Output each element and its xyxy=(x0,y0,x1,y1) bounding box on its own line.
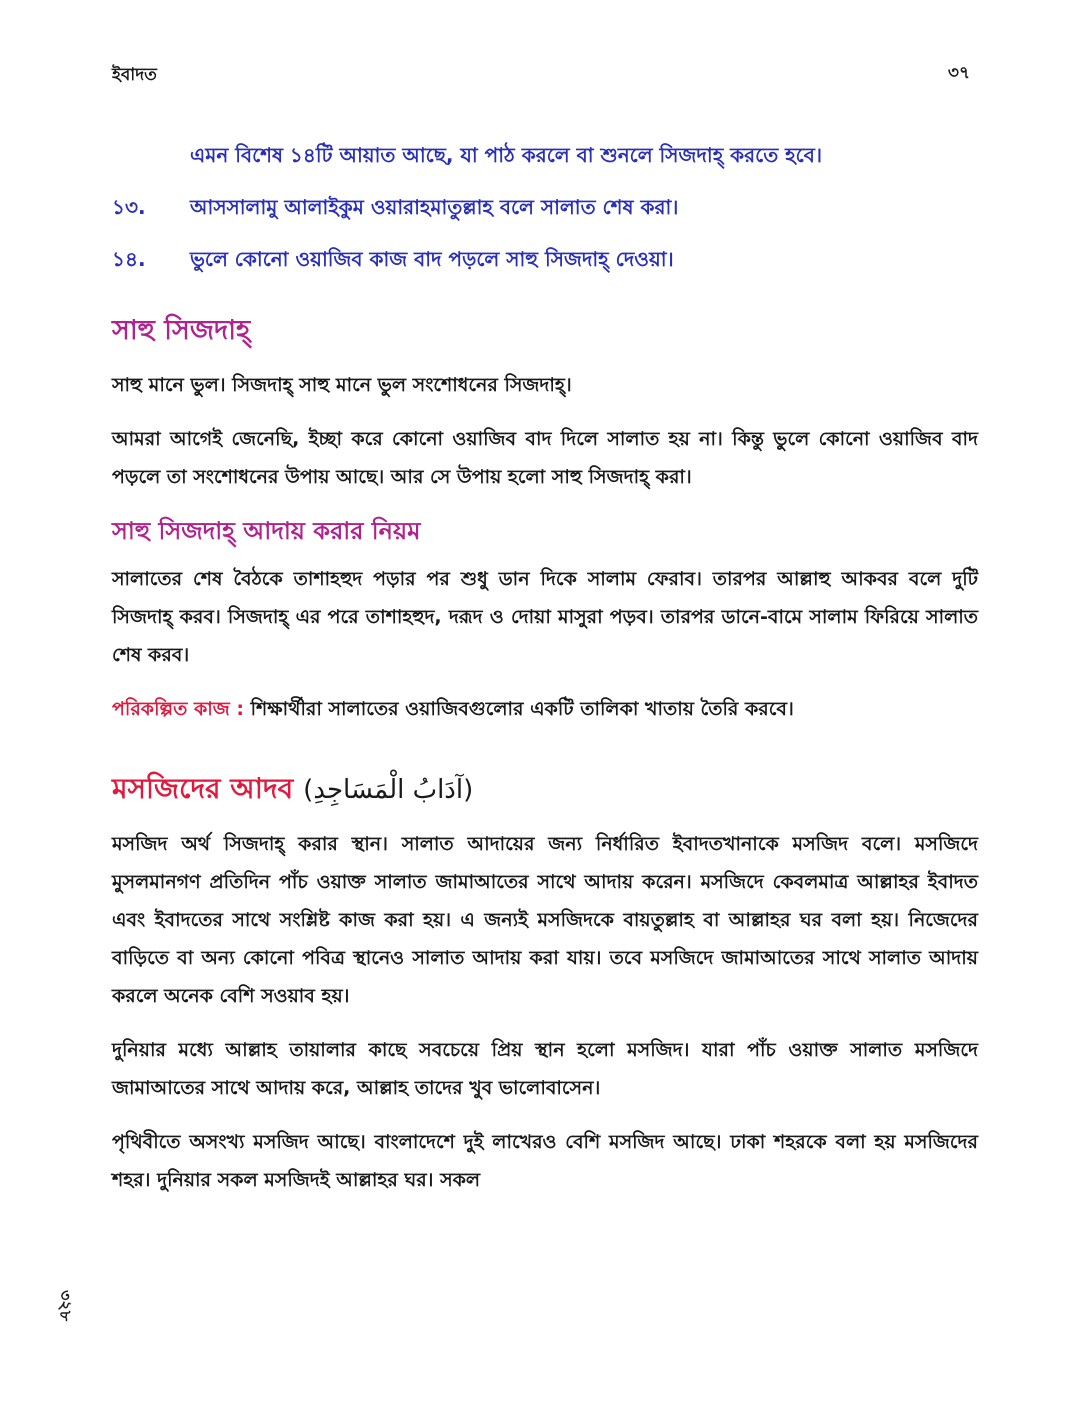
paragraph-masjid-meaning: মসজিদ অর্থ সিজদাহ্ করার স্থান। সালাত আদায়ের জন্য নির্ধারিত ইবাদতখানাকে মসজিদ বলে। মসজিদে মুসলমানগণ প্রতিদিন পাঁচ ওয়াক্ত সালাত জামাআতের সাথে আদায় করেন। মসজিদে কেবলমাত্র আল্লাহর ইবাদত এবং ইবাদতের সাথে সংশ্লিষ্ট কাজ করা হয়। এ জন্যই মসজিদকে বায়তুল্লাহ বা আল্লাহর ঘর বলা হয়। নিজেদের বাড়িতে বা অন্য কোনো পবিত্র স্থানেও সালাত আদায় করা যায়। তবে মসজিদে জামাআতের সাথে সালাত আদায় করলে অনেক বেশি সওয়াব হয়। xyxy=(112,833,978,1007)
paragraph-masjid-beloved: দুনিয়ার মধ্যে আল্লাহ তায়ালার কাছে সবচেয়ে প্রিয় স্থান হলো মসজিদ। যারা পাঁচ ওয়াক্ত সালাত মসজিদে জামাআতের সাথে আদায় করে, আল্লাহ তাদের খুব ভালোবাসেন। xyxy=(112,1039,978,1099)
heading-sahu-sijdah: সাহু সিজদাহ্ xyxy=(112,315,251,346)
list-item-number: ১৪. xyxy=(112,247,146,271)
paragraph-masjid-count: পৃথিবীতে অসংখ্য মসজিদ আছে। বাংলাদেশে দুই লাখেরও বেশি মসজিদ আছে। ঢাকা শহরকে বলা হয় মসজিদের শহর। দুনিয়ার সকল মসজিদই আল্লাহর ঘর। সকল xyxy=(112,1131,978,1191)
paragraph-sahu-meaning: সাহু মানে ভুল। সিজদাহ্ সাহু মানে ভুল সংশোধনের সিজদাহ্। xyxy=(112,374,572,396)
heading-masjid-etiquette xyxy=(112,772,978,807)
heading-masjid-title: মসজিদের আদব xyxy=(112,772,294,805)
paragraph-sahu-procedure: সালাতের শেষ বৈঠকে তাশাহহুদ পড়ার পর শুধু ডান দিকে সালাম ফেরাব। তারপর আল্লাহু আকবর বলে দুটি সিজদাহ্ করব। সিজদাহ্ এর পরে তাশাহহুদ, দরূদ ও দোয়া মাসুরা পড়ব। তারপর ডানে-বামে সালাম ফিরিয়ে সালাত শেষ করব। xyxy=(112,568,978,666)
planned-task xyxy=(112,690,978,728)
heading-masjid-arabic: (آدَابُ الْمَسَاجِدِ) xyxy=(303,775,474,805)
running-head: ইবাদত xyxy=(112,65,157,85)
intro-line: এমন বিশেষ ১৪টি আয়াত আছে, যা পাঠ করলে বা শুনলে সিজদাহ্ করতে হবে। xyxy=(190,143,822,167)
list-item xyxy=(112,192,978,222)
list-item xyxy=(112,244,978,274)
list-item-text: ভুলে কোনো ওয়াজিব কাজ বাদ পড়লে সাহু সিজদাহ্ দেওয়া। xyxy=(190,247,674,271)
planned-task-label: পরিকল্পিত কাজ : xyxy=(112,698,244,720)
page-content xyxy=(112,140,978,1215)
list-item-text: আসসালামু আলাইকুম ওয়ারাহমাতুল্লাহ বলে সালাত শেষ করা। xyxy=(190,195,679,219)
paragraph-sahu-explanation: আমরা আগেই জেনেছি, ইচ্ছা করে কোনো ওয়াজিব বাদ দিলে সালাত হয় না। কিন্তু ভুলে কোনো ওয়াজিব বাদ পড়লে তা সংশোধনের উপায় আছে। আর সে উপায় হলো সাহু সিজদাহ্ করা। xyxy=(112,428,978,488)
page-number: ৩৭ xyxy=(947,63,970,83)
list-item-number: ১৩. xyxy=(112,195,146,219)
heading-sahu-rule: সাহু সিজদাহ্ আদায় করার নিয়ম xyxy=(112,517,421,545)
side-page-number: ৩২৮ xyxy=(56,1290,75,1322)
planned-task-text: শিক্ষার্থীরা সালাতের ওয়াজিবগুলোর একটি তালিকা খাতায় তৈরি করবে। xyxy=(243,698,794,720)
